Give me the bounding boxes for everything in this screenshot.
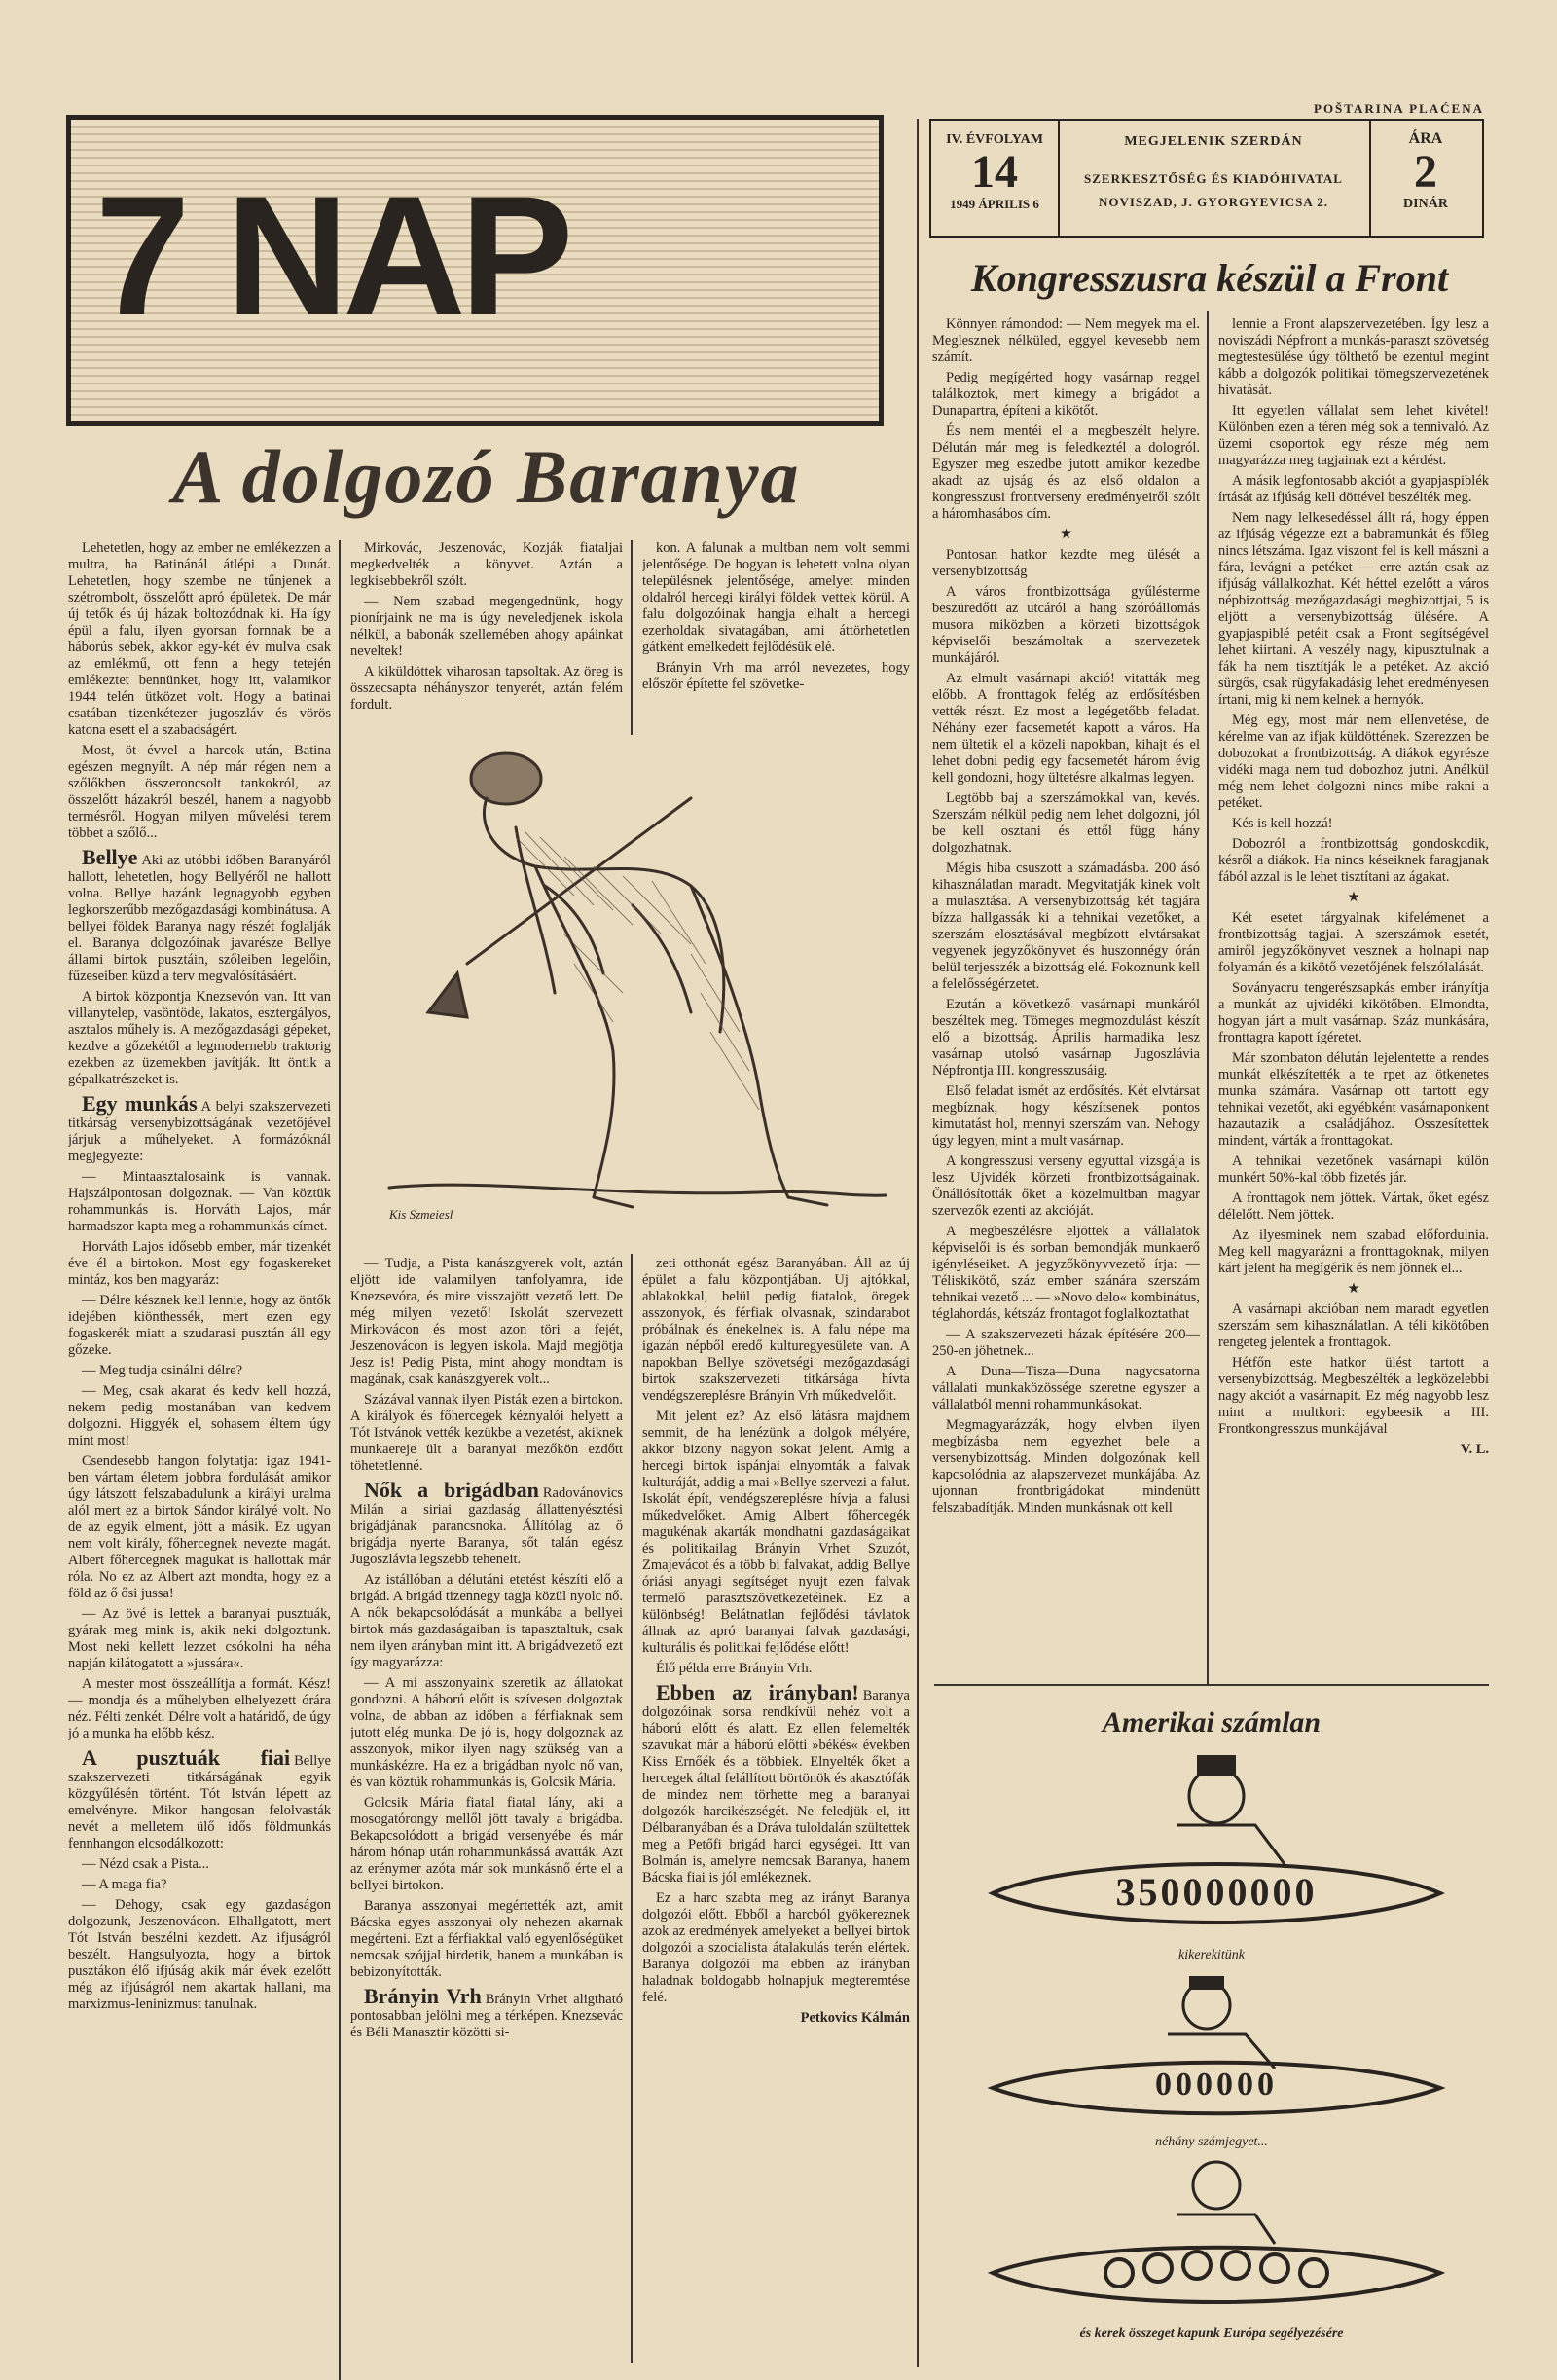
left-article-column-2-top: Mirkovác, Jeszenovác, Kozják fiataljai megkedvelték a könyvet. Aztán a legkisebbekről szólt. — Nem szabad megengednünk, hogy pionírjaink ne ma is úgy neveledjenek iskola nélkül, a babonák szellemében ahogy apáinkat neveltek! A kiküldöttek viharosan tapsoltak. Az öreg is összecsapta néhányszor tenyerét, aztán felém fordult. <box>350 540 623 713</box>
column-rule <box>339 540 341 2380</box>
subhead-bellye: Bellye <box>82 845 138 869</box>
section-rule <box>934 1684 1489 1686</box>
volume-label: IV. ÉVFOLYAM <box>946 132 1043 147</box>
right-article-signature: V. L. <box>1460 1442 1489 1457</box>
right-article-column-b: lennie a Front alapszervezetében. Így lesz a noviszádi Népfront a munkás-paraszt szövetség megtestesülése úgy tölthető be ezentul megint kább a dolgozók politikai tömegszervezetének hivatását. Itt egyetlen vállalat sem lehet kivétel! Különben ezen a téren még sok a tennivaló. Az üzemi csoportok egy része még nem magyarázza meg tagjainak ezt a kérdést. A másik legfontosabb akciót a gyapjaspiblék írtását az ifjúság kell döttével beszélték meg. Nem nagy lelkesedéssel állt rá, hogy éppen az ifjúság végezze ezt a babramunkát és főleg nincs létszáma. Igaz viszont fel is kell mászni a fára, levágni a petéket — erre aztán csak az ifjúság vállalkozhat. Két héttel ezelőtt a város népbizottság mezőgazdasági megbizottjai, 5 is eljött a versenybizottság ülésére. A gyapjaspiblé petéit csak a Front segítségével lehet kiirtani. A veszély nagy, kipusztulnak a fák ha nem tisztítják le a petéket. Az akció sürgős, csak rügyfakadásig lehet eredményesen írtani, mig ki nem kelnek a hernyók. Még egy, most már nem ellenvetése, de kérelme van az ifjak küldöttének. Szerezzen be dobozokat a frontbizottság. A diákok egyrésze vidéki maga nem tud dobozhoz jutni. Anélkül még nem lehet dolgozni nincs mibe rakni a petéket. Kés is kell hozzá! Dobozról a frontbizottság gondoskodik, késről a diákok. Ha nincs késeiknek faragjanak fából azzal is le lehet tisztítani az ágakat. ★ Két esetet tárgyalnak kifelémenet a frontbizottság tagjai. A szerszámok esetét, amiről jegyzőkönyvet vesznek a holnapi nap folyamán és a kikötő vezetőjének felszólalását. Soványacru tengerészsapkás ember irányítja a munkát az ujvidéki kikötőben. Elmondta, hogyan járt a mult vasárnap. Száz munkására, fronttagra kapott ígéretet. Már szombaton délután lejelentette a rendes munkát elkészítették a te rpet az ötkenetes munka számára. Vasárnap ott tartott egy tehnikai vezetőt, aki egyébként vasárnaponkent hazautazik a családjához. Összesítettek mindent, várták a fronttagokat. A tehnikai vezetőnek vasárnapi külön munkért 50%-kal több fizetés jár. A fronttagok nem jöttek. Vártak, őket egész délelőtt. Nem jöttek. Az ilyesminek nem szabad előfordulnia. Meg kell magyarázni a fronttagoknak, milyen kárt jelent ha megígérik és nem jönnek el... ★ A vasárnapi akcióban nem maradt egyetlen szerszám sem kihasználatlan. A téli kikötőben rengeteg jelentek a fronttagok. Hétfőn este hatkor ülést tartott a versenybizottság. Megbeszélték a legközelebbi nagy akciót a vasárnapit. Ez még nagyobb lesz mint a multkori: egybeesik a III. Frontkongresszus munkájával V. L. <box>1218 316 1489 1457</box>
office-label: SZERKESZTŐSÉG ÉS KIADÓHIVATAL <box>1084 171 1343 186</box>
cartoon-caption-2: néhány számjegyet... <box>1155 2135 1268 2149</box>
cartoon-panel-2 <box>934 1976 1489 2132</box>
left-article-column-3-top: kon. A falunak a multban nem volt semmi jelentősége. De hogyan is lehetett volna olyan településnek jelentősége, amelyet minden oldalról hercegi királyi földek vettek körül. A falu dolgozóinak hangja elhalt a hercegi ezerholdak sivatagában, ami áttörhetetlen gátként emelkedett fejlődésük elé. Brányin Vrh ma arról nevezetes, hogy először építette fel szövetke- <box>642 540 910 692</box>
logo-text: 7 NAP <box>95 162 568 351</box>
price-block <box>1369 121 1482 236</box>
subhead-nok-a-brigadban: Nők a brigádban <box>364 1478 539 1502</box>
price-value: 2 <box>1414 146 1437 198</box>
cartoon <box>934 1699 1489 2351</box>
cartoon-amount-2: 000000 <box>1155 2067 1278 2103</box>
left-article-column-3-bottom: zeti otthonát egész Baranyában. Áll az új épület a falu központjában. Uj ajtókkal, ablakokkal, belül pedig fiatalok, öregek asszonyok, és férfiak olvasnak, szindarabot próbálnak és énekelnek is. A falu népe ma igazán népből eredő kulturegyesülete van. A napokban Bellye szövetségi mezőgazdasági birtok szakszervezeti titkársága hívta vendégszereplésre Brányin Vrh műkedvelőit. Mit jelent ez? Az első látásra majdnem semmit, de ha lenézünk a dolgok mélyére, akkor bizony nagyon sokat jelent. Amig a hercegi birtok ispánjai elnyomták a falvak kulturáját, addig a mai »Bellye szervezi a falut. Iskolát épít, vendégszereplésre hívja a falusi műkedvelőket. Amig Albert főhercegék magukénak akarták mondhatni gazdaságaikat és politikailag Brányin Vrhet Szuzót, Zmajevácot és a több bi falvakat, addig Bellye óriási anyagi segítséget nyujt ezen falvak termelő parasztszövetkezetéinek. Ez a különbség! Belátnatlan fejlődési távlatok állnak az apró baranyai falvak gazdasági, kulturális és politikai fejlődése előtt! Élő példa erre Brányin Vrh. Ebben az irányban! Baranya dolgozóinak sorsa rendkívül nehéz volt a háború előtt és alatt. Ez ellen felemelték szavukat már a háború előtti »békés« években Kiss Ernőék és a többiek. Elnyelték őket a hercegek által felállított börtönök és akasztófák de mindez nem törhette meg a baranyai dolgozók harcikészségét. Ne feledjük el, itt Délbaranyában és a Dráva tuloldalán szültettek meg a Petőfi brigád harci egységei. Itt van Bolmán is, amelyre nemcsak Baranya, hanem Bácska fiai is jól emlékeznek. Ez a harc szabta meg az irányt Baranya dolgozói előtt. Ebből a harcból gyökereznek azok az eredmények amelyeket a bellyei birtok dolgozói a szocialista átalakulás terén elértek. Baranya dolgozói ma ebben az irányban haladnak boldogabb holnapjuk megteremtése felé. Petkovics Kálmán <box>642 1256 910 2026</box>
address-label: NOVISZAD, J. GYORGYEVICSA 2. <box>1098 195 1329 209</box>
masthead-box <box>929 119 1484 238</box>
cartoon-caption-3: és kerek összeget kapunk Európa segélyezésére <box>1079 2326 1344 2341</box>
subhead-pusztak-fiai: A pusztuák fiai <box>82 1745 291 1770</box>
left-article-column-1: Lehetetlen, hogy az ember ne emlékezzen a multra, ha Batinánál átlépi a Dunát. Lehetetlen, hogy szembe ne tűnjenek a szétrombolt, összelőtt apró épületek. De már új tetők és új házak boltozódnak ki. Ha így épül a falu, ilyen gyorsan fornnak be a háborús sebek, akkor egy-két év mulva csak az emlékmű, ott fenn a hegy tetején emlékeztet bennünket, hogy itt, valamikor 1944 telén ütközet volt. Hogy a batinai csatában tizenkétezer jugoszláv és vörös katona esett el a szabadságért. Most, öt évvel a harcok után, Batina egészen megnyílt. A nép már régen nem a szőlőkben összeroncsolt tankokról, az összelőtt házakról beszél, hanem a nagyobb termésről. Hogyan milyen művelési terem többet a szőlő... Bellye Aki az utóbbi időben Baranyáról hallott, lehetetlen, hogy Bellyéről ne hallott volna. Bellye hazánk legnagyobb egyben legkorszerűbb mezőgazdasági kombinátusa. A bellyei földek Baranya nagy részét foglalják el. Baranya dolgozóinak javarésze Bellye állami birtok pusztáin, szőleiben legelőin, fűzeseiben küzd a terv megvalósításáért. A birtok központja Knezsevón van. Itt van villanytelep, vasöntöde, lakatos, esztergályos, asztalos műhely is. A mezőgazdasági gépeket, kezdve a gőzekétől a legmodernebb traktorig ezekben az üzemekben javítják. Itt öntik a gépalkatrészeket is. Egy munkás A belyi szakszervezeti titkárság versenybizottságának vezetőjével járjuk a műhelyeket. A formázóknál megjegyezte: — Mintaasztalosaink is vannak. Hajszálpontosan dolgoznak. — Van köztük rohammunkás is. Horváth Lajos, már harmadszor kapta meg a rohammunkás címet. Horváth Lajos idősebb ember, már tizenkét éve él a birtokon. Most egy fogaskereket mintáz, kos ben magyaráz: — Délre késznek kell lennie, hogy az öntők idejében kiönthessék, mert ezen egy fogaskerék miatt a szudarasi pusztán áll egy gőzeke. — Meg tudja csinálni délre? — Meg, csak akarat és kedv kell hozzá, nekem pedig mostanában van kedvem dolgozni. Higgyék el, sohasem éltem úgy mint most! Csendesebb hangon folytatja: igaz 1941-ben vártam életem jobbra fordulását amikor úgy látszott felszabadulunk a királyi uralma alól mert ez a birtok Sándor királyé volt. No de az egyik elment, jött a másik. Ez ugyan nem volt király, főhercegnek nevezte magát. Albert főhercegnek magukat is hallottak már róla. No ez az Albert azt mondta, hogy ez a föld az ő ősi jussa! — Az övé is lettek a baranyai pusztuák, gyárak meg mink is, akik neki dolgoztunk. Most neki kellett lezzet csókolni ha néha napján kilátogatott a »jussára«. A mester most összeállítja a formát. Kész! — mondja és a műhelyben elhelyezett órára néz. Félti zenkét. Délre volt a határidő, de úgy jó a munka ha előbb kész. A pusztuák fiai Bellye szakszervezeti titkárságának egyik közgyűlésén történt. Tót István lépett az emelvényre. Mikor hangosan felolvasták nevét a melletem ülő idős földmunkás fennhangon elcsodálkozott: — Nézd csak a Pista... — A maga fia? — Dehogy, csak egy gazdaságon dolgozunk, Jeszenovácon. Elhallgatott, mert Tót István beszélni kezdett. Az ifjuságról beszélt. Hangsulyozta, hogy a birtok pusztákon élő ifjúság akik már évek ezelőtt még az ifjúságról nem akartak hallani, ma marxizmus-leninizmust tanulnak. <box>68 540 331 2012</box>
star-divider: ★ <box>1060 527 1072 542</box>
right-article-column-a: Könnyen rámondod: — Nem megyek ma el. Meglesznek nélküled, eggyel kevesebb nem számít. Pedig megígérted hogy vasárnap reggel találkoztok, mert kimegy a brigádot a Dunapartra, építeni a kikötőt. És nem mentéi el a megbeszélt helyre. Délután már meg is feledkeztél a dologról. Egyszer meg eszedbe jutott amikor kezedbe akadt az ujság és az első oldalon a kongresszusi frontverseny eredményeiről szólt a háromhasábos cím. ★ Pontosan hatkor kezdte meg ülését a versenybizottság A város frontbizottsága gyűlésterme beszüredőtt az utcáról a hang szóróállomás musora miközben a körzeti bizottságok képviselői beszámoltak a szervezetek munkájáról. Az elmult vasárnapi akció! vitatták meg előbb. A fronttagok felég az erdősítésben vették részt. Ez most a legégetőbb feladat. Néhány ezer facsemetét kapott a város. Ha nem ültetik el a közeli napokban, kihajt és el lehet dobni pedig egy facsemetét három évig kell gondozni, hogy ültetésre alkalmas legyen. Legtöbb baj a szerszámokkal van, kevés. Szerszám nélkül pedig nem lehet dolgozni, jól be kell osztani és ettől függ hány dolgozhatnak. Mégis hiba csuszott a számadásba. 200 ásó kihasználatlan maradt. Megvitatják kinek volt a mulasztása. A versenybizottság két tagjára bízza hallgassák ki a tehnikai vezetőket, a szerszám elosztásával megbízott elvtársakat vegyenek jegyzőkönyvet és huszonnégy órán belül terjesszék a bizottság elé. Fokoznunk kell a felelősségérzetet. Ezután a következő vasárnapi munkáról beszéltek meg. Tömeges megmozdulást készít elő a bizottság. Április harmadika lesz vasárnap utolsó vasárnap Jugoszlávia Népfrontja III. kongresszusáig. Első feladat ismét az erdősítés. Két elvtársat megbíznak, hogy készítsenek pontos kimutatást hol, mennyi szerszám van. Nehogy úgy legyen, mint a mult vasárnap. A kongresszusi verseny egyuttal vizsgája is lesz Ujvidék körzeti frontbizottságainak. Önállósították őket a közelmultban magyar szervezők ezenti az akcióját. A megbeszélésre eljöttek a vállalatok képviselői is és sorban bemondják munkaerő igényléseiket. A jegyzőkönyvvezető írja: — Téliskikötő, száz ember szánára szerszám tehnikai vezető ... — »Novo delo« kombinátus, téglahordás, kétszáz frontagot foglalkoztathat — A szakszervezeti házak építésére 200—250-en jöhetnek... A Duna—Tisza—Duna nagycsatorna vállalati munkaközössége szeretne egyszer a vállalatból menni rohammunkásokat. Megmagyarázzák, hogy elvben ilyen megbízásba nem egyezhet bele a versenybizottság. Minden dolgozónak kell kapcsolódnia az alapszervezet munkájába. Az ujonnan frontbrigádokat mindenütt felszabadítják. Minden munkásnak ott kell <box>932 316 1200 1516</box>
worker-illustration <box>370 740 895 1246</box>
subhead-branyin-vrh: Brányin Vrh <box>364 1984 482 2008</box>
issue-block <box>931 121 1060 236</box>
right-article-title: Kongresszusra készül a Front <box>970 256 1449 300</box>
subhead-ebben-az-iranyban: Ebben az irányban! <box>656 1680 859 1704</box>
star-divider: ★ <box>1347 890 1360 905</box>
postage-note: POŠTARINA PLAĆENA <box>1314 101 1484 116</box>
article-author: Petkovics Kálmán <box>800 2010 910 2026</box>
column-rule <box>631 540 633 735</box>
illustration-signature: Kis Szmeiesl <box>389 1207 453 1222</box>
cartoon-caption-1: kikerekitünk <box>1178 1948 1245 1962</box>
price-label: ÁRA <box>1408 130 1443 147</box>
star-divider: ★ <box>1347 1281 1360 1297</box>
left-article-column-2-bottom: — Tudja, a Pista kanászgyerek volt, aztán eljött ide valamilyen tanfolyamra, ide Knezsevóra, és mire visszajött vezető lett. De még milyen vezető! Iskolát szervezett Mirkovácon és most azon töri a fejét, Jeszenovácon is legyen iskola. Majd megjötja Jesz is! Pedig Pista, mint ahogy mondtam is magának, csak kanászgyerek volt... Százával vannak ilyen Pisták ezen a birtokon. A királyok és főhercegek kéznyalói helyett a Tót Istvánok vették kezükbe a vezetést, akiknek munkaereje ült a baranyai mezőkön ezdőtt töhetetlenné. Nők a brigádban Radovánovics Milán a siriai gazdaság állattenyésztési brigádjának parancsnoka. Állítólag az ő brigádja nyerte Baranya, sőt talán egész Jugoszlávia legszebb teheneit. Az istállóban a délutáni etetést készíti elő a brigád. A brigád tizennegy tagja közül nyolc nő. A nők bekapcsolódását a munkába a bellyei birtok más gazdaságaiban is tapasztaltuk, csak nem ilyen arányban mint itt. A brigádvezető ezt így magyarázza: — A mi asszonyaink szeretik az állatokat gondozni. A háború előtt is szívesen dolgoztak volna, de abban az időben a férfiaknak sem jutott elég munka. De jó is, hogy dolgoznak az asszonyok, mikor ilyen nagy szükség van a munkáskézre. Ha ez a brigádban nyolc nő van, és van köztük rohammunkás is, Golcsik Mária. Golcsik Mária fiatal fiatal lány, aki a mosogatórongy mellől jött tavaly a brigádba. Bekapcsolódott a brigád versenyébe és már három hónap után rohammunkássá avatták. Azt az erénymer azóta már sok munkásnő érte el a bellyei birtokon. Baranya asszonyai megértették azt, amit Bácska egyes asszonyai oly nehezen akarnak megérteni. Ezt a férfiakkal való egyenlőségüket nemcsak szójjal hirdetik, hanem a munkában is bebizonyították. Brányin Vrh Brányin Vrhet aligtható pontosabban jelölni meg a térképen. Knezsevác és Béli Manasztir közötti si- <box>350 1256 623 2040</box>
issue-date: 1949 ÁPRILIS 6 <box>950 197 1039 211</box>
subhead-egy-munkas: Egy munkás <box>82 1091 198 1116</box>
column-rule <box>1207 311 1209 1684</box>
column-rule <box>631 1254 633 2363</box>
column-rule <box>917 119 919 2367</box>
publisher-block <box>1058 121 1371 236</box>
worker-digging-drawing <box>370 740 895 1246</box>
appears-label: MEGJELENIK SZERDÁN <box>1124 134 1303 149</box>
cartoon-title: Amerikai számlan <box>1102 1706 1322 1739</box>
cartoon-amount-1: 350000000 <box>1115 1870 1318 1914</box>
issue-number: 14 <box>971 146 1018 198</box>
newspaper-logo <box>66 115 884 426</box>
price-currency: DINÁR <box>1403 197 1448 211</box>
cartoon-panel-3 <box>934 2156 1489 2322</box>
left-article-title: A dolgozó Baranya <box>172 434 801 519</box>
